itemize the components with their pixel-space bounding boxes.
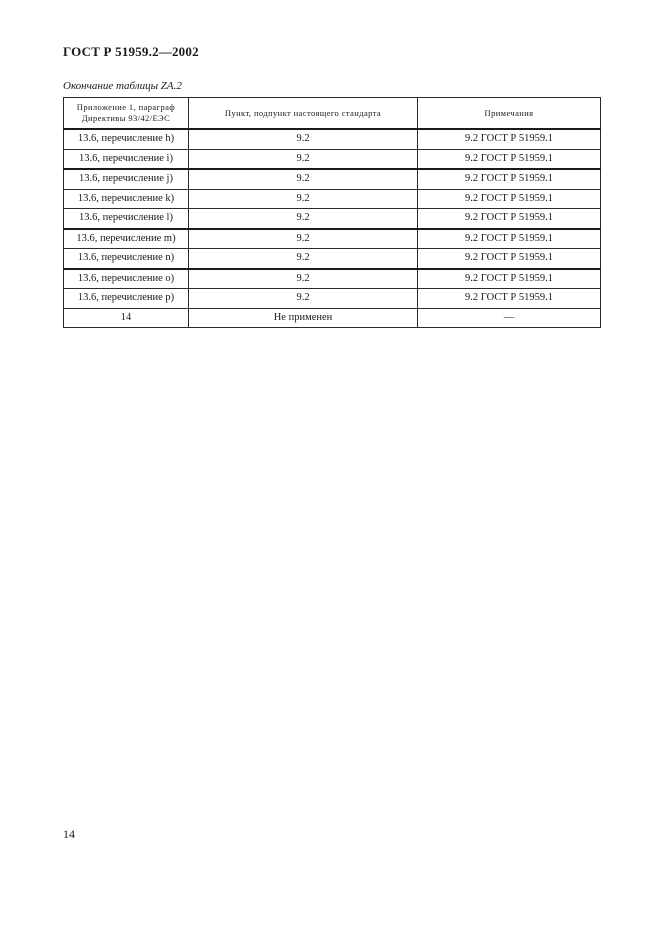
cell-annex-paragraph: 13.6, перечисление o) xyxy=(64,269,189,289)
cell-notes: 9.2 ГОСТ Р 51959.1 xyxy=(418,169,601,189)
correspondence-table xyxy=(63,97,601,328)
cell-annex-paragraph: 13.6, перечисление k) xyxy=(64,189,189,209)
table-row xyxy=(64,189,601,209)
cell-annex-paragraph: 13.6, перечисление p) xyxy=(64,289,189,309)
cell-notes: 9.2 ГОСТ Р 51959.1 xyxy=(418,229,601,249)
cell-clause: 9.2 xyxy=(189,169,418,189)
column-header-annex-paragraph: Приложение 1, параграф Директивы 93/42/ЕЭС xyxy=(64,98,189,130)
cell-clause: 9.2 xyxy=(189,269,418,289)
column-header-clause: Пункт, подпункт настоящего стандарта xyxy=(189,98,418,130)
cell-annex-paragraph: 13.6, перечисление m) xyxy=(64,229,189,249)
table-row xyxy=(64,169,601,189)
cell-annex-paragraph: 13.6, перечисление i) xyxy=(64,149,189,169)
table-row xyxy=(64,249,601,269)
table-header-row xyxy=(64,98,601,130)
cell-notes: 9.2 ГОСТ Р 51959.1 xyxy=(418,249,601,269)
cell-notes: 9.2 ГОСТ Р 51959.1 xyxy=(418,189,601,209)
table-caption: Окончание таблицы ZA.2 xyxy=(63,80,182,92)
cell-annex-paragraph: 13.6, перечисление l) xyxy=(64,209,189,229)
cell-clause: 9.2 xyxy=(189,289,418,309)
table-row xyxy=(64,229,601,249)
cell-annex-paragraph: 13.6, перечисление h) xyxy=(64,129,189,149)
cell-annex-paragraph: 13.6, перечисление j) xyxy=(64,169,189,189)
cell-annex-paragraph: 13.6, перечисление n) xyxy=(64,249,189,269)
document-header: ГОСТ Р 51959.2—2002 xyxy=(63,44,199,59)
cell-notes: 9.2 ГОСТ Р 51959.1 xyxy=(418,289,601,309)
cell-notes: 9.2 ГОСТ Р 51959.1 xyxy=(418,149,601,169)
column-header-notes: Примечания xyxy=(418,98,601,130)
cell-notes: 9.2 ГОСТ Р 51959.1 xyxy=(418,209,601,229)
cell-clause: 9.2 xyxy=(189,149,418,169)
cell-annex-paragraph: 14 xyxy=(64,308,189,328)
cell-clause: 9.2 xyxy=(189,209,418,229)
cell-clause: 9.2 xyxy=(189,229,418,249)
cell-clause: 9.2 xyxy=(189,129,418,149)
table-row xyxy=(64,149,601,169)
table-row xyxy=(64,289,601,309)
cell-notes: — xyxy=(418,308,601,328)
table-row xyxy=(64,269,601,289)
table-row xyxy=(64,129,601,149)
page-number: 14 xyxy=(63,827,75,841)
cell-notes: 9.2 ГОСТ Р 51959.1 xyxy=(418,269,601,289)
table-row xyxy=(64,209,601,229)
cell-clause: Не применен xyxy=(189,308,418,328)
cell-notes: 9.2 ГОСТ Р 51959.1 xyxy=(418,129,601,149)
table-row xyxy=(64,308,601,328)
cell-clause: 9.2 xyxy=(189,249,418,269)
cell-clause: 9.2 xyxy=(189,189,418,209)
